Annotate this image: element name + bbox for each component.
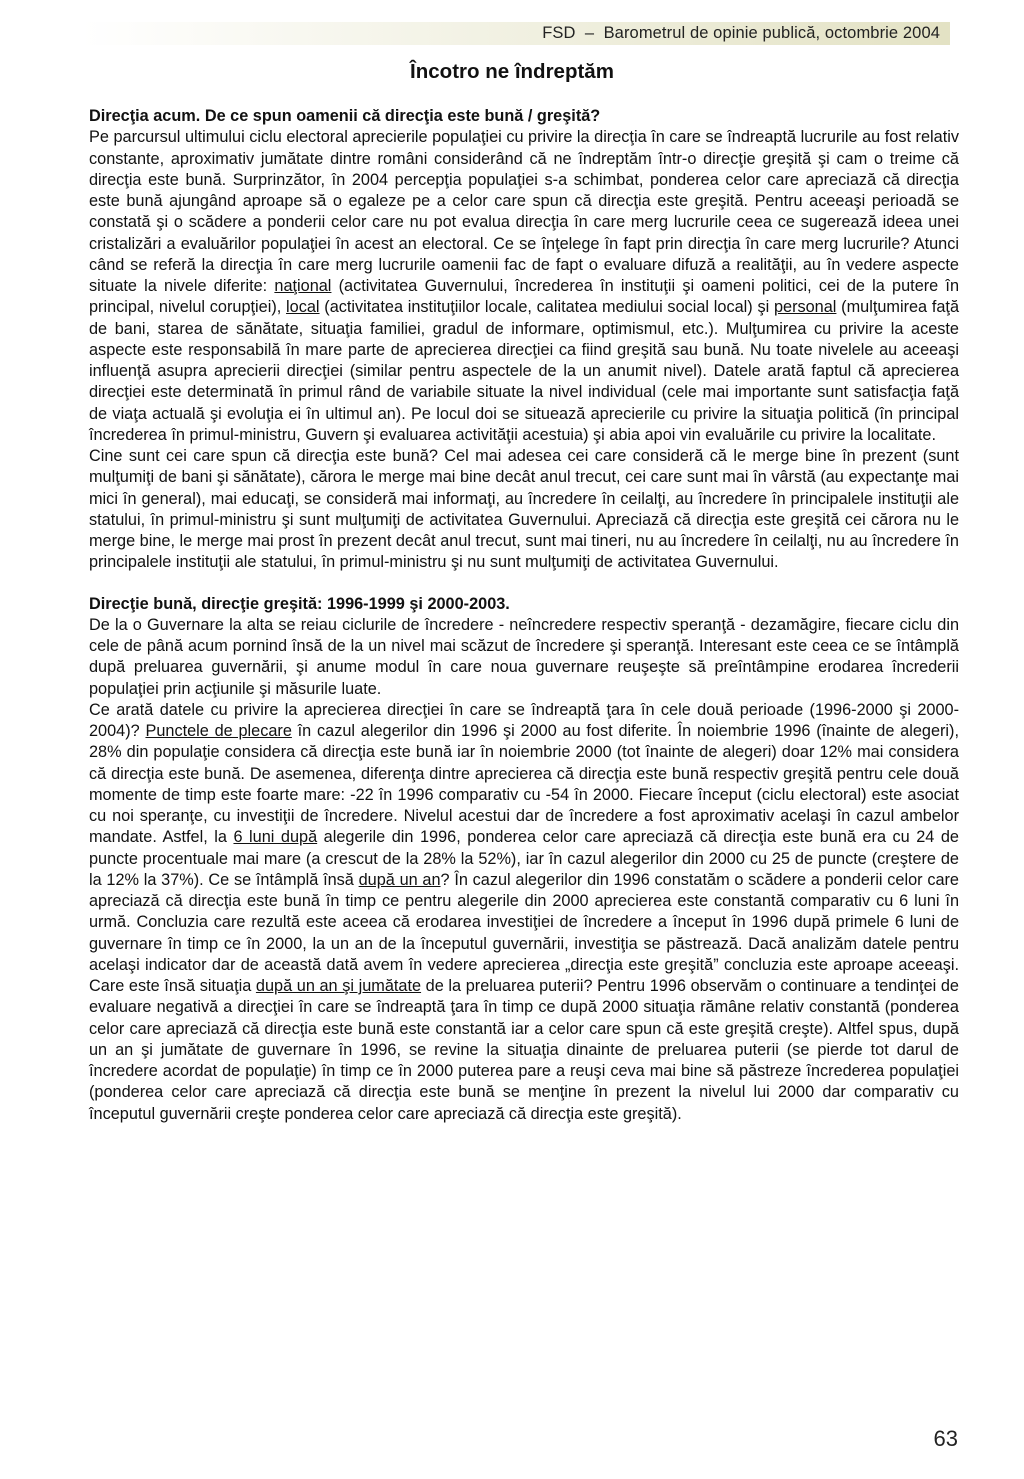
section1-heading: Direcţia acum. De ce spun oamenii că direcţia este bună / greşită? xyxy=(89,107,601,125)
underlined-term-year-and-half: după un an şi jumătate xyxy=(255,977,422,995)
section2-heading: Direcţie bună, direcţie greşită: 1996-1999 şi 2000-2003. xyxy=(89,594,510,613)
text-run: în cazul alegerilor din 1996 şi 2000 au fost diferite. În noiembrie 1996 (înainte de alegeri), 28% din populaţie considera că direcţia este bună iar în noiembrie 2000 (tot înainte de alegeri) doar 12% mai considera că direcţia este bună. De asemenea, diferenţa dintre aprecierea că direcţia este bună respectiv greşită pentru cele două momente de timp este foarte mare: -22 în 1996 comparativ cu -54 în 2000. Fiecare început (ciclu electoral) este asociat cu noi speranţe, cu investiţii de încredere. Nivelul acestui dar de încredere a fost aproximativ acelaşi în cazul ambelor mandate. Astfel, la xyxy=(89,722,959,847)
underlined-term-national: naţional xyxy=(274,277,332,295)
underlined-term-one-year: după un an xyxy=(358,870,441,889)
underlined-term-starting-points: Punctele de plecare xyxy=(145,722,292,740)
section1-paragraph2: Cine sunt cei care spun că direcţia este bună? Cel mai adesea cei care consideră că le merge bine în prezent (sunt mulţumiţi de bani şi sănătate), cărora le merge mai bine decât anul trecut, cei care sunt mai în vârstă (au expectanţe mai mici în general), mai educaţi, se consideră mai informaţi, au încredere în ceilalţi, au încredere în principalele instituţii ale statului, în primul-ministru şi sunt mulţumiţi de activitatea Guvernului. Apreciază că direcţia este greşită cei cărora nu le merge bine, le merge mai prost în prezent decât anul trecut, sunt mai tineri, nu au încredere în ceilalţi, nu au încredere în principalele instituţii ale statului, în primul-ministru şi nu sunt mulţumiţi de activitatea Guvernului. xyxy=(89,447,959,572)
section1-paragraph1 xyxy=(89,127,959,446)
text-run: Pe parcursul ultimului ciclu electoral aprecierile populaţiei cu privire la direcţia în care se îndreaptă lucrurile au fost relativ constante, aproximativ jumătate dintre români considerând că ne îndreptăm într-o direcţie greşită şi cam o treime că direcţia este bună. Surprinzător, în 2004 percepţia populaţiei s-a schimbat, ponderea celor care apreciază că direcţia este bună ajungând aproape să o egaleze pe a celor care spun că direcţia este greşită. Pentru aceeaşi perioadă se constată şi o scădere a ponderii celor care nu pot evalua direcţia în care merg lucrurile ceea ce sugerează ideea unei cristalizări a evaluărilor populaţiei în acest an electoral. Ce se înţelege în fapt prin direcţia în care merg lucrurile? Atunci când se referă la direcţia în care merg lucrurile oamenii fac de fapt o evaluare difuză a realităţii, au în vedere aspecte situate la nivele diferite: xyxy=(89,128,959,295)
paragraph-gap xyxy=(89,574,959,594)
running-header: FSD – Barometrul de opinie publică, octombrie 2004 xyxy=(542,24,940,42)
text-run: Ce arată datele cu privire la aprecierea direcţiei în care se îndreaptă ţara în cele două perioade (1996-2000 şi 2000-2004)? xyxy=(89,700,959,740)
page-number: 63 xyxy=(933,1426,958,1451)
text-run: alegerile din 1996, ponderea celor care apreciază că direcţia este bună era cu 24 de puncte procentuale mai mare (a crescut de la 28% la 52%), iar în cazul alegerilor din 2000 cu 25 de puncte (creştere de la 12% la 37%). Ce se întâmplă însă xyxy=(89,828,959,889)
text-run: ? În cazul alegerilor din 1996 constatăm o scădere a ponderii celor care apreciază că direcţia este bună în timp ce pentru alegerile din 2000 aprecierea este constantă comparativ cu 6 luni în urmă. Concluzia care rezultă este aceea că erodarea investiţiei de încredere a început în 1996 după primele 6 luni de guvernare în timp ce în 2000, la un an de la începutul guvernării, investiţia se păstrează. Dacă analizăm datele pentru acelaşi indicator dar de această dată avem în vedere aprecierea „direcţia este greşită” concluzia este aproape aceeaşi. Care este însă situaţia xyxy=(89,870,959,995)
page-title: Încotro ne îndreptăm xyxy=(410,60,614,83)
text-run: (activitatea instituţiilor locale, calitatea mediului social local) şi xyxy=(319,298,774,317)
underlined-term-personal: personal xyxy=(773,298,837,317)
section2-paragraph2 xyxy=(89,700,959,1125)
underlined-term-local: local xyxy=(286,298,320,317)
section2-paragraph1: De la o Guvernare la alta se reiau ciclurile de încredere - neîncredere respectiv speranţă - dezamăgire, fiecare ciclu din cele de până acum pornind însă de la un nivel mai scăzut de încredere şi speranţă. Interesant este ceea ce se întâmplă după preluarea guvernării, şi anume modul în care noua guvernare reuşeşte să preîntâmpine erodarea încrederii populaţiei prin acţiunile şi măsurile luate. xyxy=(89,615,959,698)
text-run: (mulţumirea faţă de bani, starea de sănătate, situaţia familiei, gradul de informare, optimismul, etc.). Mulţumirea cu privire la aceste aspecte este responsabilă în mare parte de aprecierea direcţiei ca fiind greşită sau bună. Nu toate nivelele au aceeaşi influenţă asupra aprecierii direcţiei (similar pentru aspectele de la un anumit nivel). Datele arată faptul că aprecierea direcţiei este determinată în primul rând de variabile situate la nivel individual (cele mai importante sunt satisfacţia faţă de viaţa actuală şi evoluţia ei în ultimul an). Pe locul doi se situează aprecierile cu privire la situaţia politică (în principal încrederea în primul-ministru, Guvern şi evaluarea activităţii acestuia) şi abia apoi vin evaluările cu privire la localitate. xyxy=(89,298,960,444)
underlined-term-6-months: 6 luni după xyxy=(233,828,318,847)
text-run: de la preluarea puterii? Pentru 1996 observăm o continuare a tendinţei de evaluare negativă a direcţiei în care se îndreaptă ţara în timp ce după 2000 situaţia rămâne relativ constantă (ponderea celor care apreciază că direcţia este bună este constantă iar a celor care spun că este greşită creşte). Altfel spus, după un an şi jumătate de guvernare în 1996, se revine la situaţia dinainte de preluarea puterii (se pierde tot darul de încredere acordat de populaţie) în timp ce în 2000 puterea pare a reuşi ceva mai bine să păstreze încrederea populaţiei (ponderea celor care apreciază că direcţia este bună se menţine în prezent la nivelul lui 2000 dar comparativ cu începutul guvernării creşte ponderea celor care apreciază că direcţia este greşită). xyxy=(89,977,959,1123)
text-run: (activitatea Guvernului, încrederea în instituţii şi oameni politici, cei de la putere în principal, nivelul corupţiei), xyxy=(89,277,959,317)
document-body xyxy=(89,106,959,1125)
